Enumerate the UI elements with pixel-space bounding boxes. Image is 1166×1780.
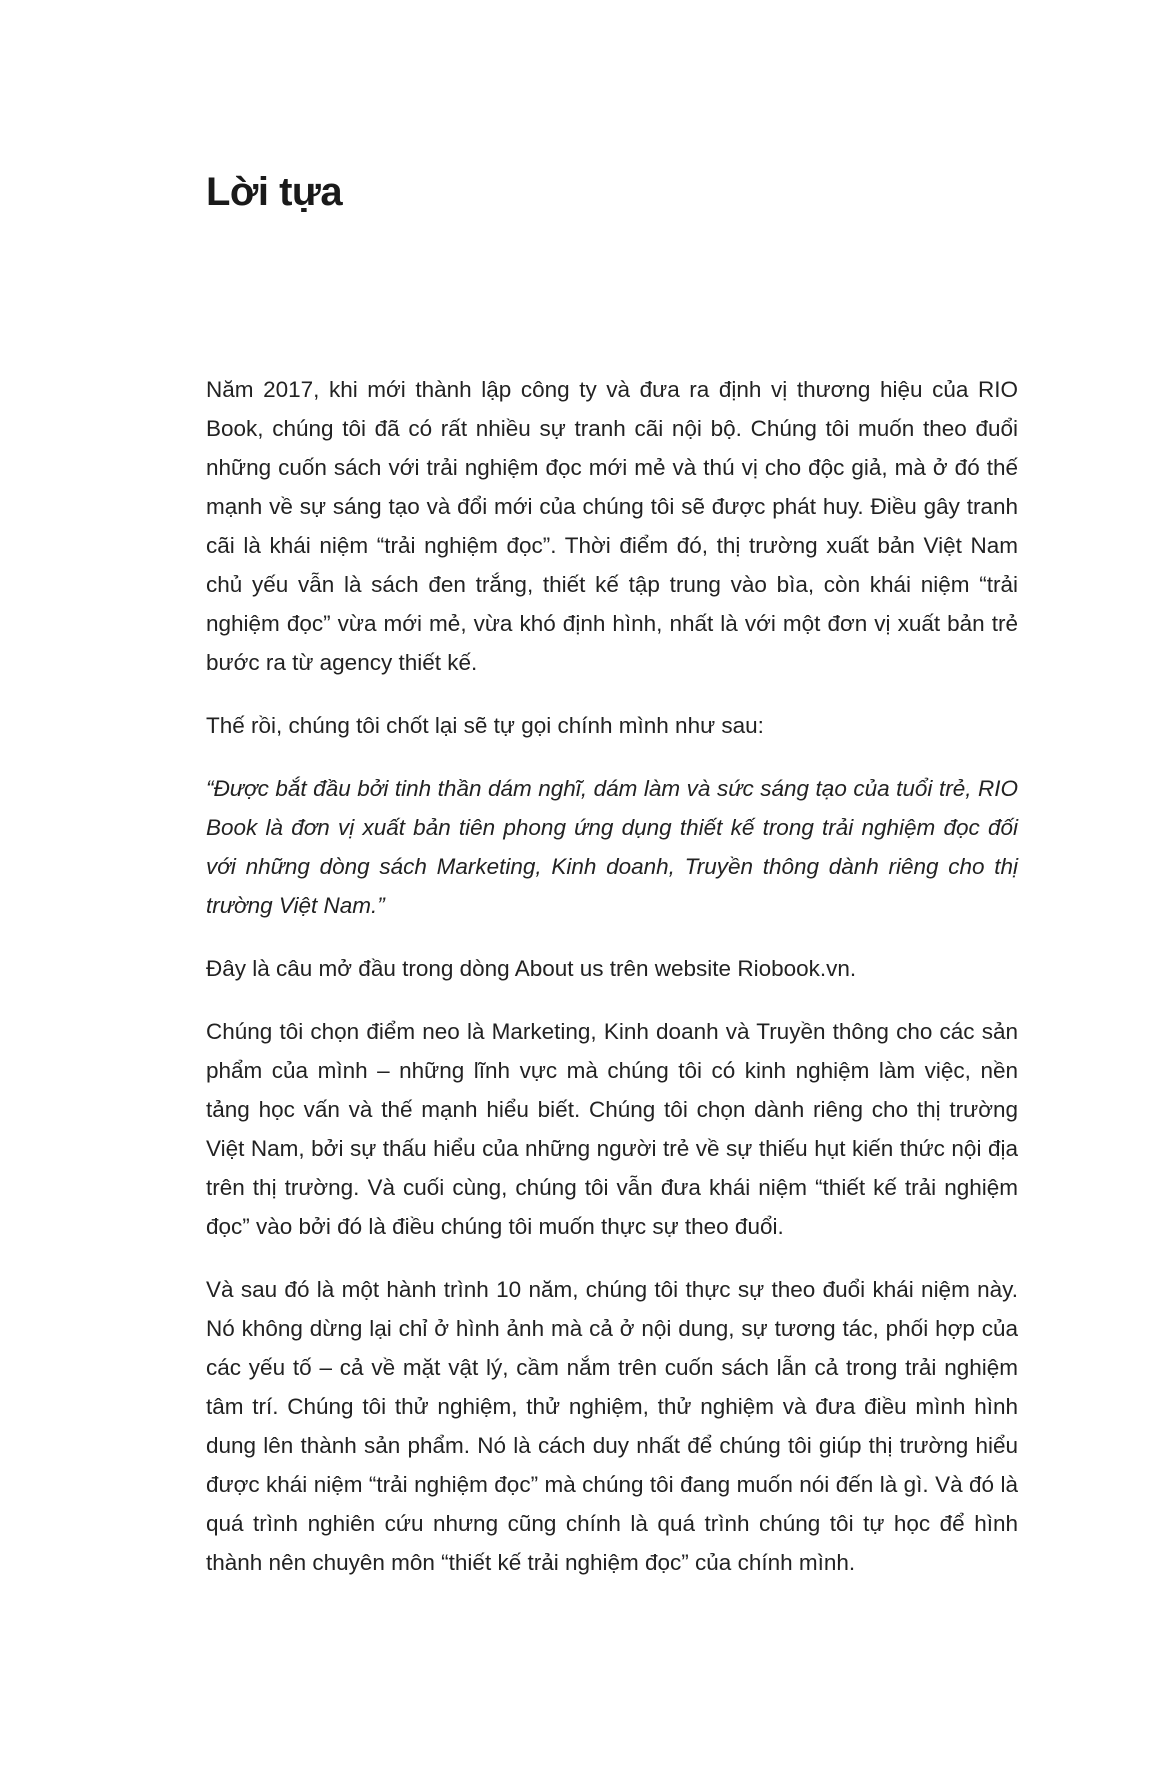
paragraph-focus: Chúng tôi chọn điểm neo là Marketing, Kinh doanh và Truyền thông cho các sản phẩm của mình – những lĩnh vực mà chúng tôi có kinh nghiệm làm việc, nền tảng học vấn và thế mạnh hiểu biết. Chúng tôi chọn dành riêng cho thị trường Việt Nam, bởi sự thấu hiểu của những người trẻ về sự thiếu hụt kiến thức nội địa trên thị trường. Và cuối cùng, chúng tôi vẫn đưa khái niệm “thiết kế trải nghiệm đọc” vào bởi đó là điều chúng tôi muốn thực sự theo đuổi. (206, 1019, 1018, 1239)
paragraph-spacer (206, 988, 1018, 1012)
paragraph-about-us: Đây là câu mở đầu trong dòng About us trên website Riobook.vn. (206, 956, 857, 981)
paragraph-spacer (206, 925, 1018, 949)
paragraph-journey: Và sau đó là một hành trình 10 năm, chúng tôi thực sự theo đuổi khái niệm này. Nó không dừng lại chỉ ở hình ảnh mà cả ở nội dung, sự tương tác, phối hợp của các yếu tố – cả về mặt vật lý, cầm nắm trên cuốn sách lẫn cả trong trải nghiệm tâm trí. Chúng tôi thử nghiệm, thử nghiệm, thử nghiệm và đưa điều mình hình dung lên thành sản phẩm. Nó là cách duy nhất để chúng tôi giúp thị trường hiểu được khái niệm “trải nghiệm đọc” mà chúng tôi đang muốn nói đến là gì. Và đó là quá trình nghiên cứu nhưng cũng chính là quá trình chúng tôi tự học để hình thành nên chuyên môn “thiết kế trải nghiệm đọc” của chính mình. (206, 1277, 1018, 1575)
paragraph-quote: “Được bắt đầu bởi tinh thần dám nghĩ, dám làm và sức sáng tạo của tuổi trẻ, RIO Book là đơn vị xuất bản tiên phong ứng dụng thiết kế trong trải nghiệm đọc đối với những dòng sách Marketing, Kinh doanh, Truyền thông dành riêng cho thị trường Việt Nam.” (206, 776, 1018, 918)
paragraph-spacer (206, 745, 1018, 769)
page-body (206, 370, 1018, 1582)
paragraph-spacer (206, 682, 1018, 706)
paragraph-intro: Năm 2017, khi mới thành lập công ty và đưa ra định vị thương hiệu của RIO Book, chúng tôi đã có rất nhiều sự tranh cãi nội bộ. Chúng tôi muốn theo đuổi những cuốn sách với trải nghiệm đọc mới mẻ và thú vị cho độc giả, mà ở đó thế mạnh về sự sáng tạo và đổi mới của chúng tôi sẽ được phát huy. Điều gây tranh cãi là khái niệm “trải nghiệm đọc”. Thời điểm đó, thị trường xuất bản Việt Nam chủ yếu vẫn là sách đen trắng, thiết kế tập trung vào bìa, còn khái niệm “trải nghiệm đọc” vừa mới mẻ, vừa khó định hình, nhất là với một đơn vị xuất bản trẻ bước ra từ agency thiết kế. (206, 377, 1018, 675)
paragraph-lead-in: Thế rồi, chúng tôi chốt lại sẽ tự gọi chính mình như sau: (206, 713, 764, 738)
paragraph-spacer (206, 1246, 1018, 1270)
page-title: Lời tựa (206, 170, 343, 214)
